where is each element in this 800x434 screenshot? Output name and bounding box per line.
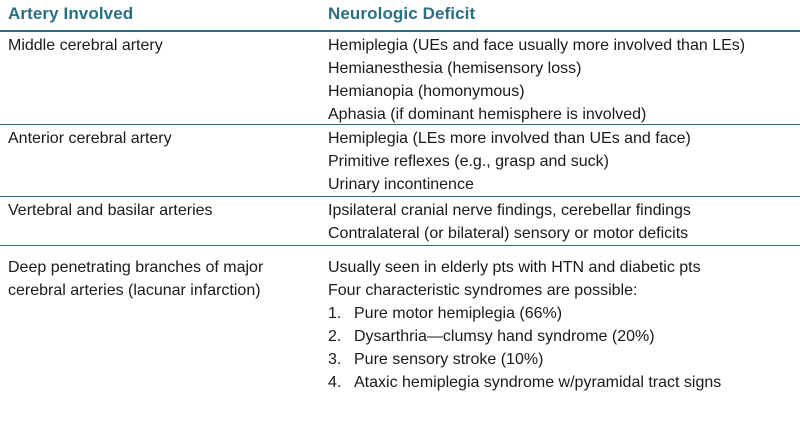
- deficit-cell: [328, 197, 800, 245]
- syndrome-number: 1.: [328, 305, 342, 322]
- syndrome-text: Pure motor hemiplegia (66%): [354, 305, 563, 322]
- table-row: [0, 125, 800, 197]
- artery-text: Middle cerebral artery: [8, 37, 163, 54]
- deficit-text: Urinary incontinence: [328, 176, 474, 193]
- syndrome-number: 4.: [328, 374, 342, 391]
- artery-text: cerebral arteries (lacunar infarction): [8, 282, 261, 299]
- deficit-text: Primitive reflexes (e.g., grasp and suck): [328, 153, 609, 170]
- syndrome-item: [328, 348, 800, 371]
- artery-text: Anterior cerebral artery: [8, 130, 172, 147]
- deficit-cell: [328, 125, 800, 196]
- syndrome-item: [328, 325, 800, 348]
- syndrome-item: [328, 371, 800, 394]
- artery-text: Deep penetrating branches of major: [8, 259, 264, 276]
- deficit-text: Hemiplegia (UEs and face usually more involved than LEs): [328, 37, 746, 54]
- table-header: [0, 0, 800, 32]
- syndrome-number: 2.: [328, 328, 342, 345]
- deficit-cell: [328, 32, 800, 126]
- table-row: [0, 197, 800, 246]
- artery-cell: [8, 34, 308, 57]
- deficit-text: Hemiplegia (LEs more involved than UEs and face): [328, 130, 691, 147]
- syndrome-text: Dysarthria—clumsy hand syndrome (20%): [354, 328, 655, 345]
- table-row: [0, 32, 800, 125]
- artery-cell: [8, 199, 308, 222]
- deficit-text: Hemianopia (homonymous): [328, 83, 525, 100]
- deficit-text: Contralateral (or bilateral) sensory or motor deficits: [328, 225, 689, 242]
- artery-cell: [8, 256, 308, 302]
- deficit-cell: [328, 254, 800, 394]
- syndrome-number: 3.: [328, 351, 342, 368]
- deficit-text: Four characteristic syndromes are possible:: [328, 282, 638, 299]
- table-row: [0, 246, 800, 394]
- header-neurologic-deficit: Neurologic Deficit: [328, 4, 476, 23]
- syndrome-text: Ataxic hemiplegia syndrome w/pyramidal tract signs: [354, 374, 722, 391]
- deficit-text: Hemianesthesia (hemisensory loss): [328, 60, 582, 77]
- deficit-text: Usually seen in elderly pts with HTN and diabetic pts: [328, 259, 701, 276]
- artery-cell: [8, 127, 308, 150]
- syndrome-text: Pure sensory stroke (10%): [354, 351, 544, 368]
- syndrome-item: [328, 302, 800, 325]
- deficit-text: Aphasia (if dominant hemisphere is involved): [328, 106, 647, 123]
- header-artery-involved: Artery Involved: [8, 4, 134, 23]
- deficit-text: Ipsilateral cranial nerve findings, cerebellar findings: [328, 202, 691, 219]
- artery-text: Vertebral and basilar arteries: [8, 202, 213, 219]
